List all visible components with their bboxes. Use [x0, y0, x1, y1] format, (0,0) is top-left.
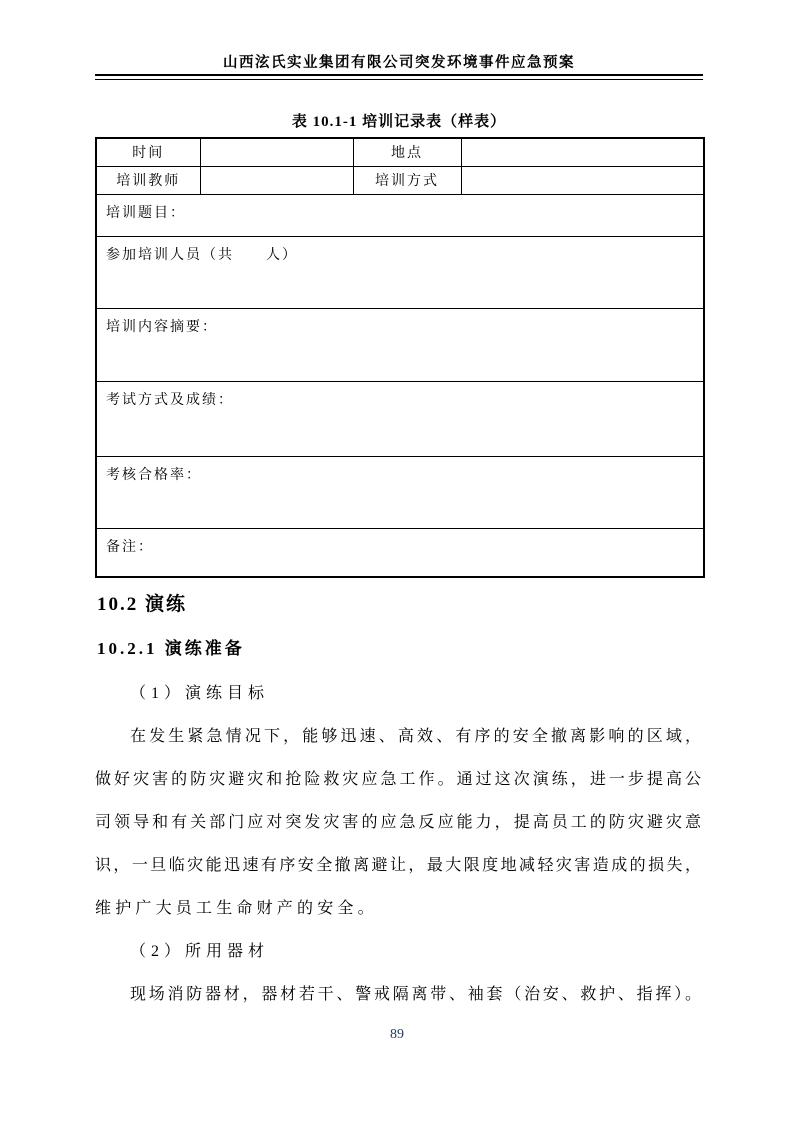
table-row	[96, 236, 704, 308]
table-row	[96, 528, 704, 577]
time-value-cell	[200, 138, 353, 166]
trainer-value-cell	[200, 166, 353, 194]
location-value-cell	[461, 138, 704, 166]
paragraph-line: 现场消防器材，器材若干、警戒隔离带、袖套（治安、救护、指挥）。	[130, 986, 703, 1003]
participants-cell: 参加培训人员（共 人）	[96, 236, 704, 308]
trainer-label-cell: 培训教师	[96, 166, 200, 194]
header-title: 山西泫氏实业集团有限公司突发环境事件应急预案	[223, 55, 575, 71]
table-row	[96, 381, 704, 456]
table-row	[96, 166, 704, 194]
time-label-cell: 时间	[96, 138, 200, 166]
header-double-rule	[95, 74, 703, 80]
remarks-cell: 备注：	[96, 528, 704, 577]
pass-rate-cell: 考核合格率：	[96, 456, 704, 528]
paragraph-line: 在发生紧急情况下，能够迅速、高效、有序的安全撤离影响的区域，	[130, 728, 703, 745]
list-item-2: （2）所用器材	[130, 943, 270, 960]
paragraph-line: 识，一旦临灾能迅速有序安全撤离避让，最大限度地减轻灾害造成的损失，	[95, 857, 703, 874]
table-row	[96, 194, 704, 236]
paragraph-line: 做好灾害的防灾避灾和抢险救灾应急工作。通过这次演练，进一步提高公	[95, 771, 703, 788]
subsection-heading-10-2-1: 10.2.1 演练准备	[97, 639, 245, 658]
page-number: 89	[390, 1027, 404, 1042]
exam-method-score-cell: 考试方式及成绩：	[96, 381, 704, 456]
table-title: 表 10.1-1 培训记录表（样表）	[291, 114, 507, 130]
table-row	[96, 138, 704, 166]
location-label-cell: 地点	[353, 138, 461, 166]
training-topic-cell: 培训题目：	[96, 194, 704, 236]
training-method-value-cell	[461, 166, 704, 194]
table-row	[96, 456, 704, 528]
table-row	[96, 308, 704, 381]
training-method-label-cell: 培训方式	[353, 166, 461, 194]
content-summary-cell: 培训内容摘要：	[96, 308, 704, 381]
list-item-1: （1）演练目标	[130, 685, 270, 702]
section-body	[95, 672, 703, 1016]
training-record-table	[95, 137, 705, 578]
section-heading-10-2: 10.2 演练	[97, 594, 188, 615]
paragraph-line: 司领导和有关部门应对突发灾害的应急反应能力，提高员工的防灾避灾意	[95, 814, 703, 831]
paragraph-line: 维护广大员工生命财产的安全。	[95, 900, 378, 917]
